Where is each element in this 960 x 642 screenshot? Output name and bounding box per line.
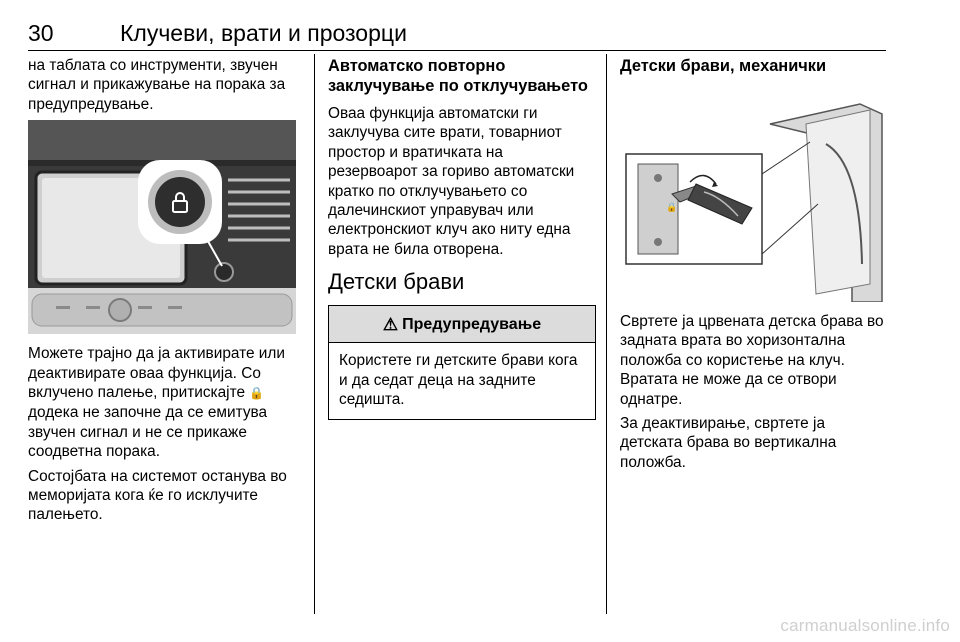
child-locks-section-title: Детски брави (328, 269, 465, 295)
child-lock-key-illustration (620, 84, 884, 302)
column-divider (606, 54, 607, 614)
page-title: Клучеви, врати и прозорци (120, 20, 407, 46)
watermark: carmanualsonline.info (780, 616, 950, 635)
mechanical-lock-paragraph: Свртете ја црвената детска брава во задната врата во хоризонтална положба со користење на клуч. Вратата не може да се отвори однатре. (620, 313, 884, 408)
page-number: 30 (28, 20, 54, 46)
column-3 (620, 56, 886, 477)
column-1 (28, 56, 300, 530)
warning-triangle-icon: ⚠ (382, 314, 399, 334)
warning-title: Предупредување (402, 315, 542, 333)
warning-text: Користете ги детските брави кога и да седат деца на задните седишта. (339, 352, 578, 409)
warning-header (329, 306, 595, 343)
intro-paragraph: на таблата со инструменти, звучен сигнал и прикажување на порака за предупредување. (28, 57, 286, 113)
warning-box (328, 305, 596, 420)
memory-paragraph: Состојбата на системот останува во меморијата кога ќе го исклучите палењето. (28, 467, 287, 524)
deactivation-paragraph: За деактивирање, свртете ја детската брава во вертикална положба. (620, 415, 837, 471)
page-header (28, 18, 886, 51)
autolock-heading: Автоматско повторно заклучување по отклучувањето (328, 57, 588, 95)
activation-paragraph: Можете трајно да ја активирате или деактивирате оваа функција. Со вклучено палење, притискајте 🔒 додека не започне да се емитува звучен сигнал и не се прикаже соодветна порака. (28, 345, 285, 461)
lock-icon: 🔒 (249, 386, 265, 401)
column-2 (328, 56, 596, 420)
column-divider (314, 54, 315, 614)
mechanical-child-locks-heading: Детски брави, механички (620, 57, 827, 75)
dashboard-lock-button-illustration (28, 120, 296, 334)
svg-text:🔒: 🔒 (666, 203, 678, 213)
autolock-paragraph: Оваа функција автоматски ги заклучува сите врати, товарниот простор и вратичката на резервоарот за гориво автоматски кратко по отклучувањето со далечинскиот управувач или електронскиот клуч ако ниту една врата не била отворена. (328, 105, 575, 258)
